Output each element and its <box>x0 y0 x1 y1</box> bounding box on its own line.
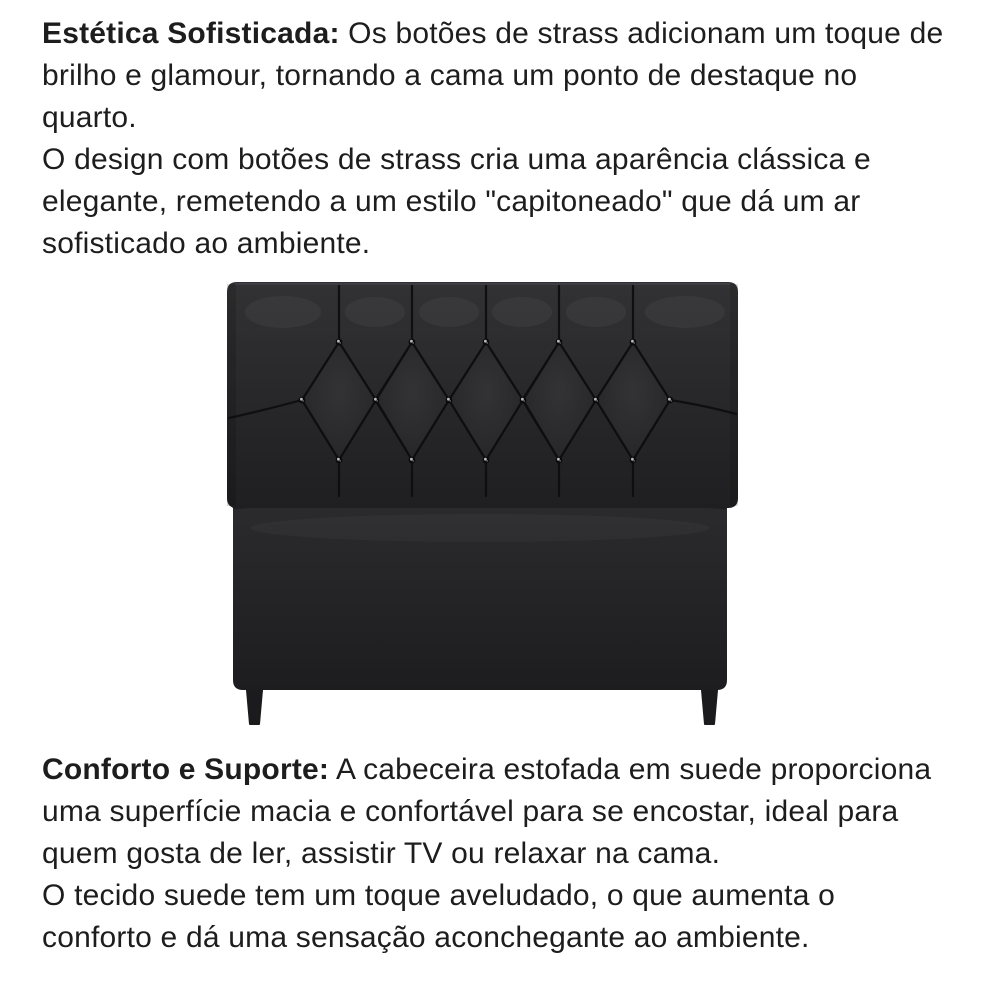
text-line: O design com botões de strass cria uma aparência clássica e <box>42 143 871 176</box>
text-line: O tecido suede tem um toque aveludado, o que aumenta o <box>42 879 835 912</box>
strass-button <box>520 397 527 404</box>
strass-button <box>667 397 674 404</box>
headboard-leg-left <box>247 690 262 724</box>
text-line: brilho e glamour, tornando a cama um ponto de destaque no <box>42 59 858 92</box>
strass-button <box>373 397 380 404</box>
strass-button <box>630 457 637 464</box>
strass-button <box>336 457 343 464</box>
strass-button <box>630 339 637 346</box>
text-line <box>42 749 982 791</box>
left-edge-shadow <box>227 284 236 506</box>
right-edge-shadow <box>730 284 738 506</box>
strass-button <box>556 457 563 464</box>
product-photo <box>225 278 745 728</box>
text-line: conforto e dá uma sensação aconchegante ao ambiente. <box>42 921 810 954</box>
strass-button <box>409 457 416 464</box>
text-line: sofisticado ao ambiente. <box>42 227 371 260</box>
strass-button <box>483 339 490 346</box>
text-line: quarto. <box>42 101 137 134</box>
description-bottom <box>42 749 982 959</box>
strass-button <box>483 457 490 464</box>
text-span: A cabeceira estofada em suede proporciona <box>329 753 932 786</box>
bold-lead: Estética Sofisticada: <box>42 17 340 50</box>
text-line: elegante, remetendo a um estilo "capitoneado" que dá um ar <box>42 185 861 218</box>
strass-button <box>336 339 343 346</box>
strass-button <box>299 397 306 404</box>
text-line: quem gosta de ler, assistir TV ou relaxar na cama. <box>42 837 721 870</box>
strass-button <box>593 397 600 404</box>
text-line: uma superfície macia e confortável para se encostar, ideal para <box>42 795 899 828</box>
lower-panel-sheen <box>250 514 710 542</box>
description-top <box>42 13 982 265</box>
strass-button <box>556 339 563 346</box>
headboard-leg-right <box>702 690 717 724</box>
strass-button <box>409 339 416 346</box>
strass-button <box>446 397 453 404</box>
text-line <box>42 13 982 55</box>
bold-lead: Conforto e Suporte: <box>42 753 330 786</box>
text-span: Os botões de strass adicionam um toque de <box>339 17 944 50</box>
headboard-illustration <box>225 278 745 728</box>
